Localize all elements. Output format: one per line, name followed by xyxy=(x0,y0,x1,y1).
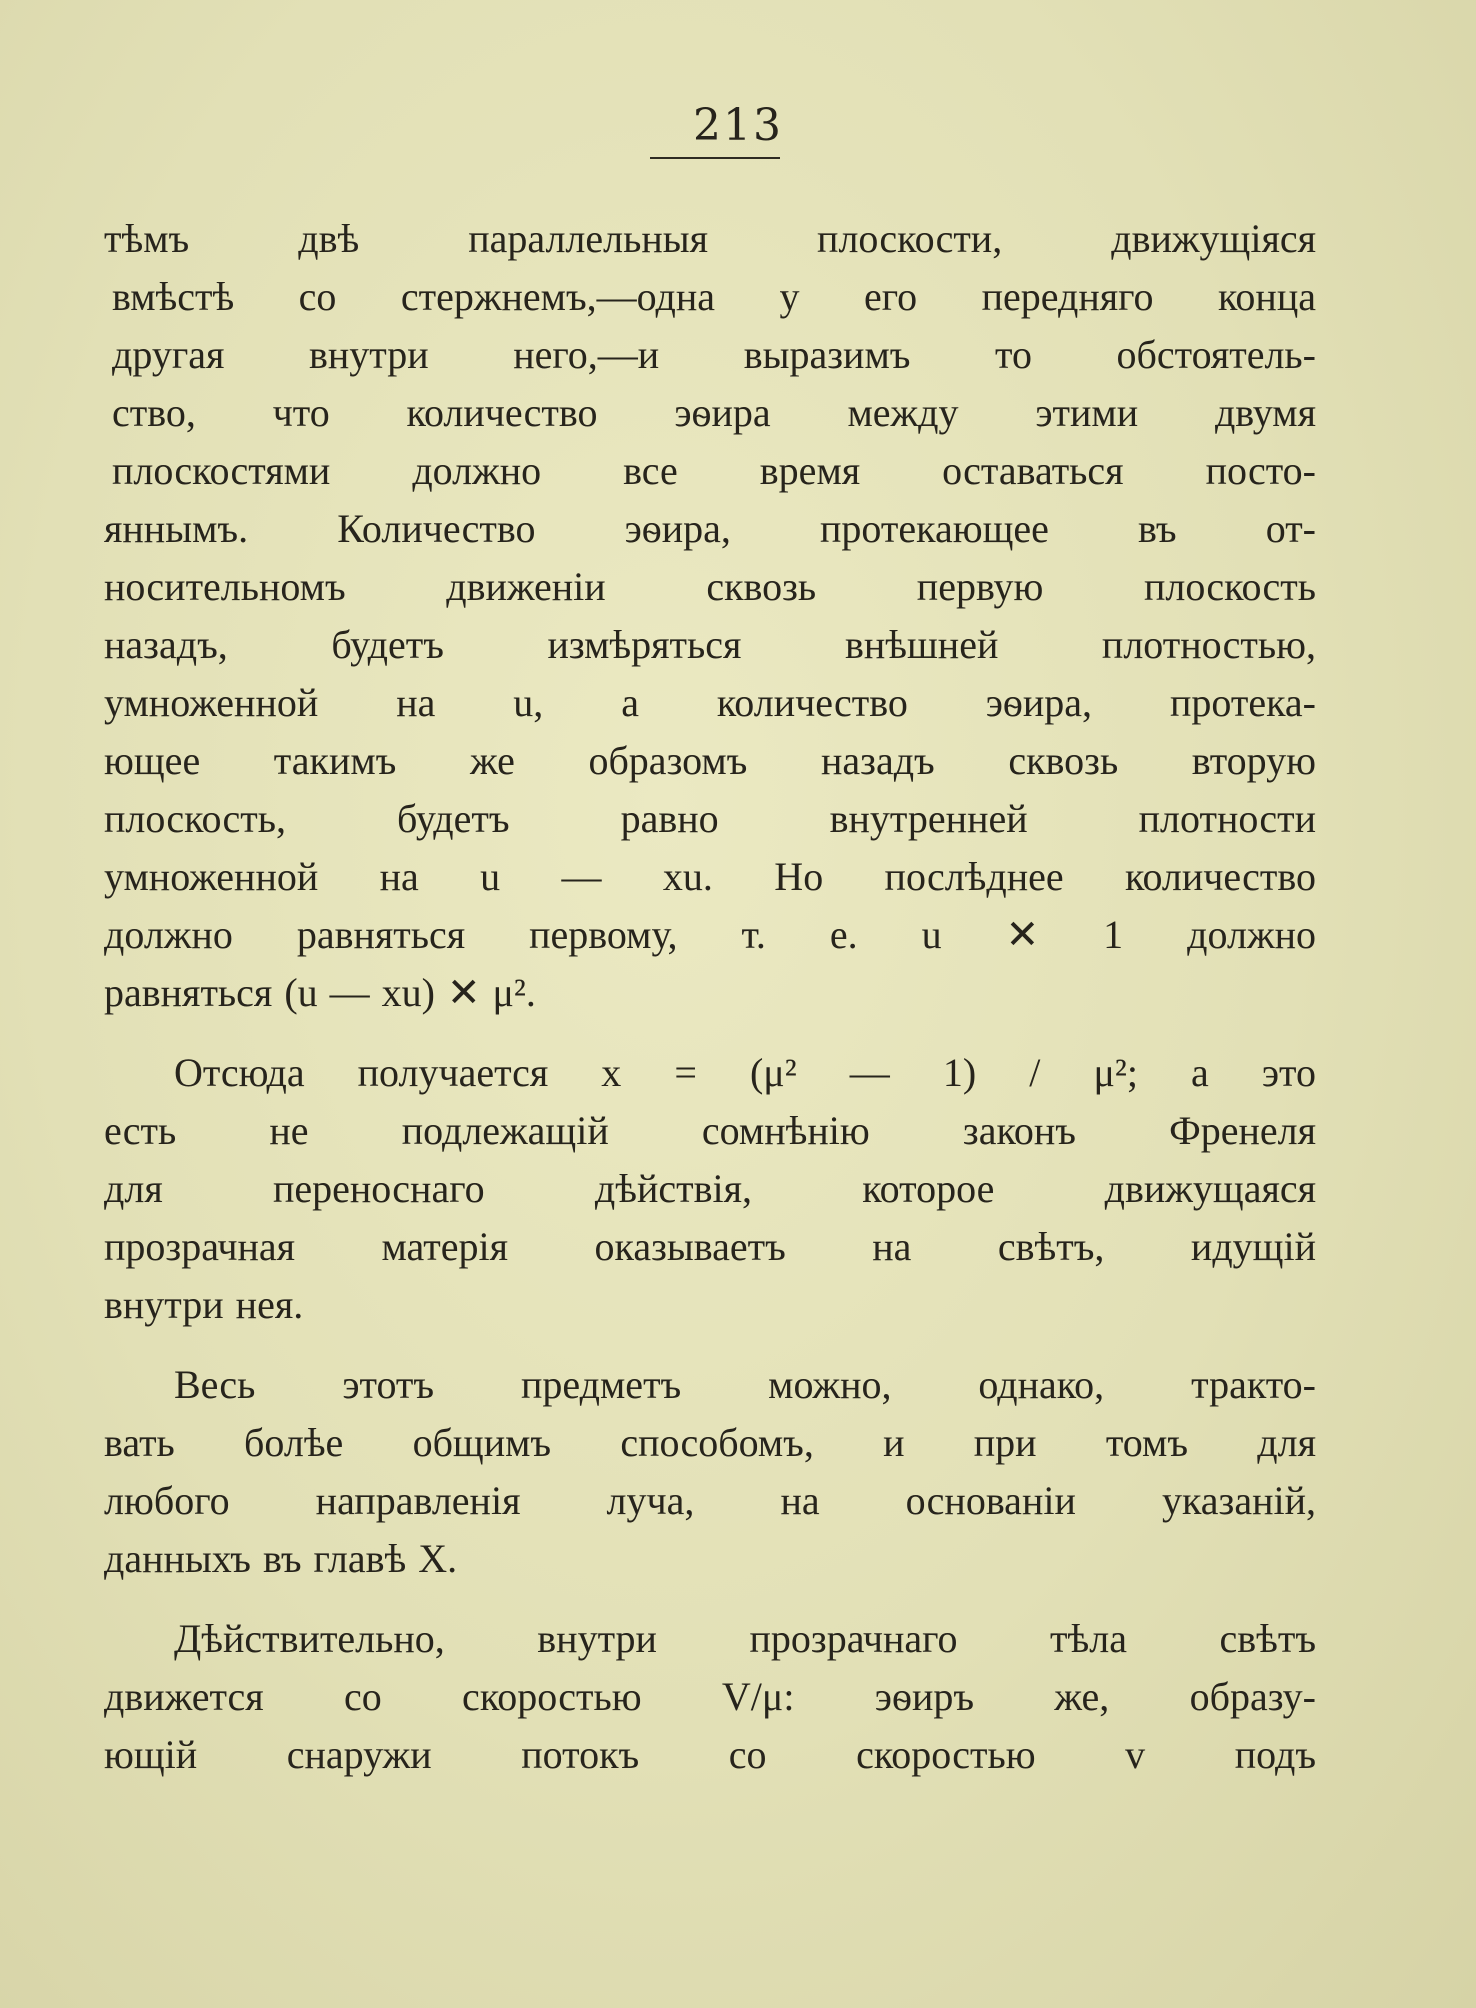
text-line: прозрачная матерія оказываетъ на свѣтъ, идущій xyxy=(104,1224,1316,1269)
paragraph-4 xyxy=(104,1610,1316,1784)
text-line: Весь этотъ предметъ можно, однако, тракто- xyxy=(174,1362,1316,1407)
body-text xyxy=(104,210,1316,1806)
paragraph-1 xyxy=(104,210,1316,1022)
text-line: вмѣстѣ со стержнемъ,—одна у его передняго конца xyxy=(112,274,1316,319)
page-number: 213 xyxy=(693,100,783,151)
text-line: любого направленія луча, на основаніи указаній, xyxy=(104,1478,1316,1523)
text-line: Дѣйствительно, внутри прозрачнаго тѣла свѣтъ xyxy=(174,1616,1316,1661)
text-line: тѣмъ двѣ параллельныя плоскости, движущіяся xyxy=(104,216,1316,261)
text-line: носительномъ движеніи сквозь первую плоскость xyxy=(104,564,1316,609)
text-line: для переноснаго дѣйствія, которое движущаяся xyxy=(104,1166,1316,1211)
text-line: умноженной на u, а количество эѳира, протека- xyxy=(104,680,1316,725)
text-line: другая внутри него,—и выразимъ то обстоятель- xyxy=(112,332,1316,377)
text-line: внутри нея. xyxy=(104,1282,304,1327)
text-line: должно равняться первому, т. е. u ✕ 1 должно xyxy=(104,912,1316,957)
text-line: вать болѣе общимъ способомъ, и при томъ для xyxy=(104,1420,1316,1465)
text-line: назадъ, будетъ измѣряться внѣшней плотностью, xyxy=(104,622,1316,667)
text-line: ющее такимъ же образомъ назадъ сквозь вторую xyxy=(104,738,1316,783)
text-line: плоскостями должно все время оставаться посто- xyxy=(112,448,1316,493)
text-line: Отсюда получается x = (μ² — 1) / μ²; а это xyxy=(174,1050,1316,1095)
text-line: плоскость, будетъ равно внутренней плотности xyxy=(104,796,1316,841)
text-line: есть не подлежащій сомнѣнію законъ Френеля xyxy=(104,1108,1316,1153)
paragraph-2 xyxy=(104,1044,1316,1334)
text-line: умноженной на u — xu. Но послѣднее количество xyxy=(104,854,1316,899)
page-number-rule xyxy=(650,157,780,159)
text-line: ство, что количество эѳира между этими двумя xyxy=(112,390,1316,435)
text-line: яннымъ. Количество эѳира, протекающее въ от- xyxy=(104,506,1316,551)
paragraph-3 xyxy=(104,1356,1316,1588)
text-line: ющій снаружи потокъ со скоростью v подъ xyxy=(104,1732,1316,1777)
text-line: движется со скоростью V/μ: эѳиръ же, образу- xyxy=(104,1674,1316,1719)
text-line: равняться (u — xu) ✕ μ². xyxy=(104,970,536,1015)
text-line: данныхъ въ главѣ X. xyxy=(104,1536,458,1581)
